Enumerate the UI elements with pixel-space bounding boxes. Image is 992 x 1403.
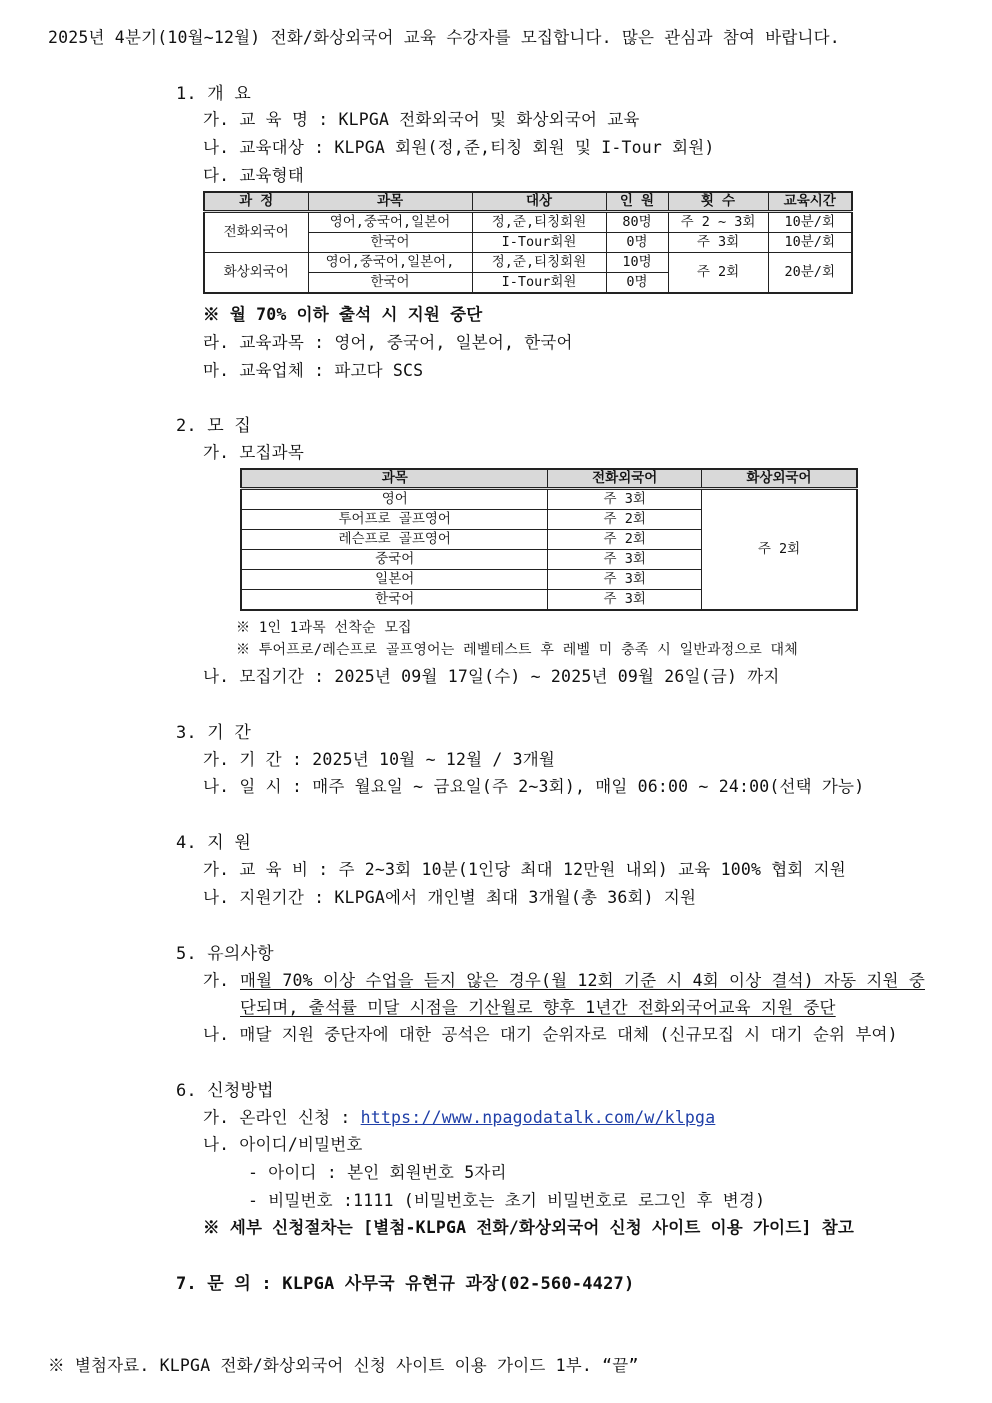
section-5-title: 5. 유의사항: [176, 944, 274, 964]
intro-text: 2025년 4분기(10월~12월) 전화/화상외국어 교육 수강자를 모집합니다. 많은 관심과 참여 바랍니다.: [48, 28, 840, 47]
sec2-item-b: 나. 모집기간 : 2025년 09월 17일(수) ~ 2025년 09월 26일(금) 까지: [203, 667, 780, 686]
sec4-item-b: 나. 지원기간 : KLPGA에서 개인별 최대 3개월(총 36회) 지원: [203, 888, 697, 907]
cell-subject: 영어,중국어,일본어,: [308, 253, 472, 273]
section-4-title: 4. 지 원: [176, 833, 251, 853]
section-2-title: 2. 모 집: [176, 416, 251, 436]
table-row: [241, 489, 857, 510]
sec5-item-b: 나. 매달 지원 중단자에 대한 공석은 대기 순위자로 대체 (신규모집 시 대기 순위 부여): [203, 1025, 898, 1044]
table-row: [204, 253, 852, 273]
cell-frequency: 주 2 ~ 3회: [668, 212, 768, 233]
sec1-item-e: 마. 교육업체 : 파고다 SCS: [203, 361, 424, 380]
header-video: 화상외국어: [701, 469, 857, 489]
cell-people: 10명: [606, 253, 668, 273]
cell-people: 0명: [606, 273, 668, 294]
sec5-item-a-prefix: 가.: [203, 971, 230, 990]
sec2-item-a: 가. 모집과목: [203, 443, 304, 462]
sec6-item-b: 나. 아이디/비밀번호: [203, 1135, 363, 1154]
cell-video: 주 2회: [701, 489, 857, 611]
sec3-item-b: 나. 일 시 : 매주 월요일 ~ 금요일(주 2~3회), 매일 06:00 ~ 24:00(선택 가능): [203, 777, 865, 796]
recruit-subject-table: [240, 468, 858, 611]
cell-subject: 영어: [241, 489, 548, 510]
cell-frequency: 주 3회: [668, 233, 768, 253]
cell-subject: 투어프로 골프영어: [241, 510, 548, 530]
sec1-item-d: 라. 교육과목 : 영어, 중국어, 일본어, 한국어: [203, 333, 573, 352]
cell-phone: 주 2회: [548, 510, 702, 530]
education-format-table: [203, 191, 853, 294]
cell-phone: 주 2회: [548, 530, 702, 550]
table-row: [204, 212, 852, 233]
cell-people: 80명: [606, 212, 668, 233]
course-phone: 전화외국어: [204, 212, 308, 253]
section-1-title: 1. 개 요: [176, 84, 251, 104]
sec6-item-b1: - 아이디 : 본인 회원번호 5자리: [248, 1163, 507, 1182]
header-subject: 과목: [241, 469, 548, 489]
sec4-item-a: 가. 교 육 비 : 주 2~3회 10분(1인당 최대 12만원 내외) 교육 100% 협회 지원: [203, 860, 846, 879]
header-phone: 전화외국어: [548, 469, 702, 489]
cell-people: 0명: [606, 233, 668, 253]
cell-phone: 주 3회: [548, 489, 702, 510]
cell-time: 10분/회: [768, 233, 852, 253]
cell-subject: 레슨프로 골프영어: [241, 530, 548, 550]
sec5-item-a-line1: 매월 70% 이상 수업을 듣지 않은 경우(월 12회 기준 시 4회 이상 결석) 자동 지원 중: [240, 971, 925, 990]
sec1-item-c: 다. 교육형태: [203, 166, 304, 185]
header-time: 교육시간: [768, 192, 852, 212]
cell-phone: 주 3회: [548, 550, 702, 570]
header-target: 대상: [472, 192, 606, 212]
cell-phone: 주 3회: [548, 570, 702, 590]
sec6-item-a-label: 가. 온라인 신청 :: [203, 1108, 361, 1127]
sec3-item-a: 가. 기 간 : 2025년 10월 ~ 12월 / 3개월: [203, 750, 556, 769]
cell-target: I-Tour회원: [472, 273, 606, 294]
section-7-contact: 7. 문 의 : KLPGA 사무국 유현규 과장(02-560-4427): [176, 1274, 635, 1294]
header-frequency: 횟 수: [668, 192, 768, 212]
cell-subject: 한국어: [308, 273, 472, 294]
sec5-item-a-line2: 단되며, 출석률 미달 시점을 기산월로 향후 1년간 전화외국어교육 지원 중단: [240, 998, 836, 1017]
attachment-footer: ※ 별첨자료. KLPGA 전화/화상외국어 신청 사이트 이용 가이드 1부. “끝”: [48, 1356, 639, 1375]
attendance-warning: ※ 월 70% 이하 출석 시 지원 중단: [203, 305, 483, 324]
cell-subject: 중국어: [241, 550, 548, 570]
cell-time: 10분/회: [768, 212, 852, 233]
section-6-title: 6. 신청방법: [176, 1081, 274, 1101]
cell-frequency: 주 2회: [668, 253, 768, 294]
recruit-note-1: ※ 1인 1과목 선착순 모집: [236, 620, 412, 636]
sec6-guide-note: ※ 세부 신청절차는 [별첨-KLPGA 전화/화상외국어 신청 사이트 이용 가이드] 참고: [203, 1218, 855, 1237]
sec6-item-a: [203, 1104, 715, 1128]
header-course: 과 정: [204, 192, 308, 212]
cell-target: 정,준,티칭회원: [472, 212, 606, 233]
course-video: 화상외국어: [204, 253, 308, 294]
sec1-item-a: 가. 교 육 명 : KLPGA 전화외국어 및 화상외국어 교육: [203, 110, 640, 129]
cell-target: 정,준,티칭회원: [472, 253, 606, 273]
header-subject: 과목: [308, 192, 472, 212]
cell-subject: 한국어: [308, 233, 472, 253]
cell-subject: 영어,중국어,일본어: [308, 212, 472, 233]
cell-time: 20분/회: [768, 253, 852, 294]
cell-subject: 한국어: [241, 590, 548, 611]
header-people: 인 원: [606, 192, 668, 212]
sec6-item-b2: - 비밀번호 :1111 (비밀번호는 초기 비밀번호로 로그인 후 변경): [248, 1191, 766, 1210]
cell-target: I-Tour회원: [472, 233, 606, 253]
recruit-note-2: ※ 투어프로/레슨프로 골프영어는 레벨테스트 후 레벨 미 충족 시 일반과정으로 대체: [236, 642, 799, 658]
section-3-title: 3. 기 간: [176, 723, 251, 743]
sec1-item-b: 나. 교육대상 : KLPGA 회원(정,준,티칭 회원 및 I-Tour 회원): [203, 138, 715, 157]
cell-phone: 주 3회: [548, 590, 702, 611]
cell-subject: 일본어: [241, 570, 548, 590]
application-url-link[interactable]: https://www.npagodatalk.com/w/klpga: [360, 1108, 716, 1127]
